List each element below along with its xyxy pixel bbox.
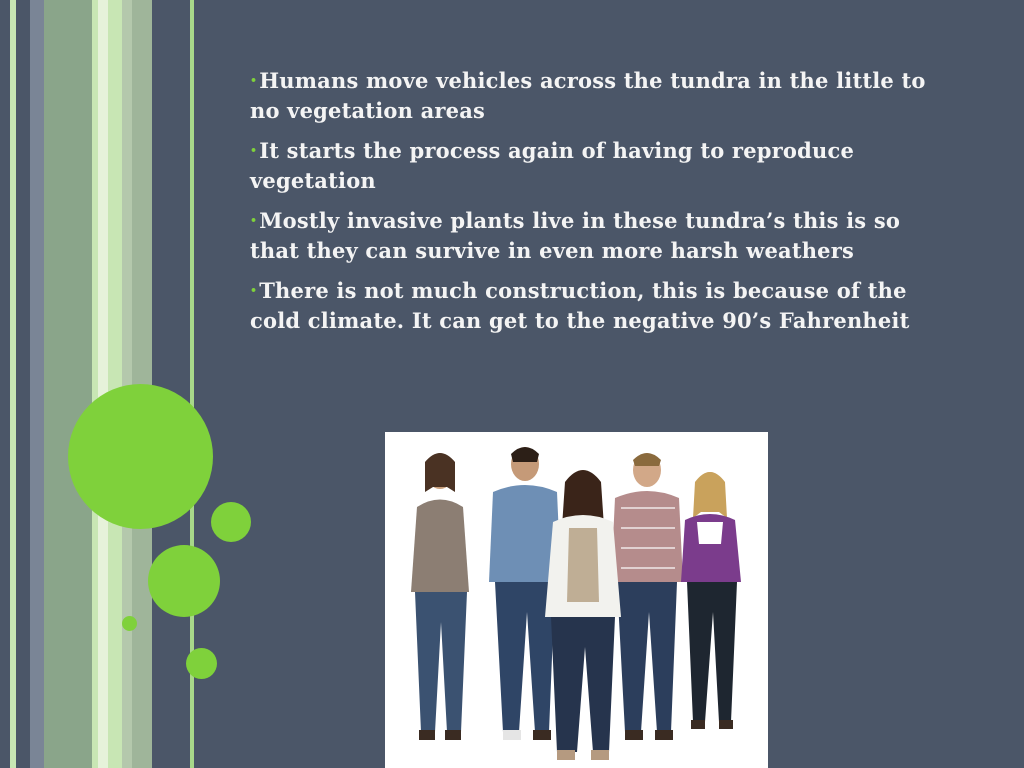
decorative-circle-small <box>211 502 251 542</box>
decorative-circle-large <box>68 384 213 529</box>
stripe <box>30 0 44 768</box>
bullet-icon: • <box>250 74 258 87</box>
stripe <box>16 0 30 768</box>
decorative-circle-medium <box>148 545 220 617</box>
person-figure <box>611 453 683 740</box>
bullet-text: Humans move vehicles across the tundra in the little to no vegetation areas <box>250 68 926 123</box>
people-illustration <box>385 432 768 768</box>
stripe <box>0 0 10 768</box>
stripe <box>152 0 190 768</box>
stripe <box>44 0 92 768</box>
stripe <box>108 0 122 768</box>
bullet-item <box>250 66 930 126</box>
bullet-item <box>250 136 930 196</box>
decorative-circle-small <box>186 648 217 679</box>
decorative-circle-tiny <box>122 616 137 631</box>
person-figure <box>411 453 469 740</box>
bullet-list <box>250 66 930 346</box>
stripe <box>98 0 108 768</box>
bullet-icon: • <box>250 214 258 227</box>
decorative-stripes <box>0 0 200 768</box>
group-of-people-photo <box>385 432 768 768</box>
bullet-text: It starts the process again of having to reproduce vegetation <box>250 138 855 193</box>
bullet-text: Mostly invasive plants live in these tundra’s this is so that they can survive in even more harsh weathers <box>250 208 901 263</box>
bullet-item <box>250 276 930 336</box>
bullet-icon: • <box>250 284 258 297</box>
bullet-text: There is not much construction, this is because of the cold climate. It can get to the negative 90’s Fahrenheit <box>250 278 910 333</box>
bullet-item <box>250 206 930 266</box>
bullet-icon: • <box>250 144 258 157</box>
person-figure <box>681 472 741 729</box>
